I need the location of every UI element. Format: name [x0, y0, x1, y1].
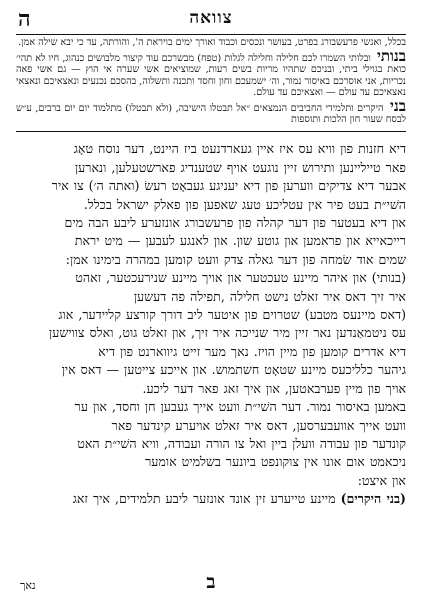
paragraph-lead-word: בנותי	[376, 47, 406, 66]
yiddish-line: אבער דיא צדיקים ווערען פון דיא יעניגע געבאָט רעשׂ (ואתה ה׳) צו איר	[51, 178, 406, 194]
yiddish-line: גיהער כלליכעס מיינע שטאָט חשתמוש. און אייכע צייטען — דאס אין	[61, 362, 406, 378]
yiddish-line: ניכאמט אום אונו אין צוקונפט ביונער בשלמיט אומער	[145, 454, 406, 470]
yiddish-line: השׁי״ת בעט פיר אין עטליכע טעג שאפען פון פאלק ישראל בכלל.	[83, 196, 406, 212]
line-text: מיינע טייערע זין אונד אונזער ליבע תלמידים, איך זאג	[72, 491, 336, 507]
page-header	[16, 6, 406, 35]
yiddish-line: פאר טייליינען ותירוש זיין נוגעט אויף שטענדיג פארשטעלען, ונארען	[74, 159, 406, 175]
paragraph-lead-word: בני	[389, 97, 406, 116]
signature-mark: ב	[206, 571, 216, 593]
paragraph-text: ובלותי השמרו לכם חלילה וחלילה לגלות (טפח) מבשרכם עוד קיצור מלבושים כנהוג, חיו לא תהי׳ כואת בגוילי ביתי, ובניכם שתהיו מריות בשים רעות, שמוציאים אשי שערה אי הוץ — גם אשי פאה נכריות, אני אוסרכם באיסור נמור, וה׳ ישמעכם וחון וחסד ותכנה ותשלוה, בהסכם נכנעים ונאצאיכם ונאצאי נאצאיכם עד עולם — ואצאיכם עד עולם.	[16, 53, 406, 98]
page-title: צוואה	[189, 8, 233, 28]
hebrew-paragraph-2	[16, 49, 406, 98]
yiddish-line: און איצט:	[357, 472, 406, 488]
yiddish-line	[16, 490, 406, 508]
yiddish-line: (בנותי) און איהר מיינע טעכטער און אויך מיינע שנירעכטער, זאהט	[75, 270, 406, 286]
section-divider	[16, 131, 406, 132]
yiddish-line: עס ניטמאַנדען נאר זיין מיר שנייכה איר זיך, און זאלט גוט, ואלס צווישען	[48, 325, 406, 341]
yiddish-line: אויך פון מיין פערבאטען, און איך זאג פאר דער ליכע.	[142, 380, 406, 396]
yiddish-line: וועט אייך אוועבערסען, דאס איר זאלט אויערע קינדער פאר	[111, 417, 406, 433]
yiddish-line: באמען באיסור נמור. דער השׁי״ת וועט אייך געבען חן וחסד, און ער	[74, 399, 406, 415]
yiddish-line: קונדער פון עבודה וועלן ביין ואל צו הורה ועבודה, וויא השׁי״ת האט	[77, 435, 406, 451]
hebrew-paragraph-1: בכלל, ואנשי פרעשבורג בפרט, בעושר ונכסים וכבוד ואורך ימים בויראת ה', והורתה, עד כי יבא שילה אמן.	[18, 37, 406, 48]
page-number: ה	[18, 6, 31, 32]
yiddish-line: דיא חזנות פון וויא עס איז איין געארדנעט ביז היינט, דער נוסח טאָג	[73, 141, 406, 157]
hebrew-block	[16, 37, 406, 125]
yiddish-line: (דאס מיינעס מטבע) שטרוים פון איטער ליב דורך קורצע קליידער, אוג	[58, 307, 406, 323]
paragraph-text: היקרים ותלמידי החביבים הנמצאים ״אל תבטלו הישיבה, (ולא תבטלו) מתלמוד יום יום ברבים, ע״ש לבסח שעור חון הלכות ותוספות	[16, 103, 406, 126]
yiddish-line: איר זיך דאס איר זאלט נישט חלילה ,תפילה פה דעשען	[133, 288, 406, 304]
yiddish-block	[16, 140, 406, 508]
hebrew-paragraph-3	[16, 99, 406, 125]
catchword: נאך	[20, 579, 36, 592]
yiddish-line: דיא אדרים קומען פון מיין הויז. נאך מער זייט גיווארנט פון דיא	[98, 343, 406, 359]
line-lead-phrase: (בני היקרים)	[340, 491, 406, 507]
yiddish-line: שמים אוד שׂמחה פון דער גאלה צדק וועט קומען במהרה בימינו אמן:	[65, 251, 406, 267]
yiddish-line: רייכאייא און פראמען און גוטע שון. און לאנגע לעבען — מיט יראת	[74, 233, 406, 249]
page-footer	[16, 571, 406, 594]
yiddish-line: און דיא בעטער פון דער קהלה פון פרעשבורג אונזערע ליבע הבה מים	[64, 215, 406, 231]
